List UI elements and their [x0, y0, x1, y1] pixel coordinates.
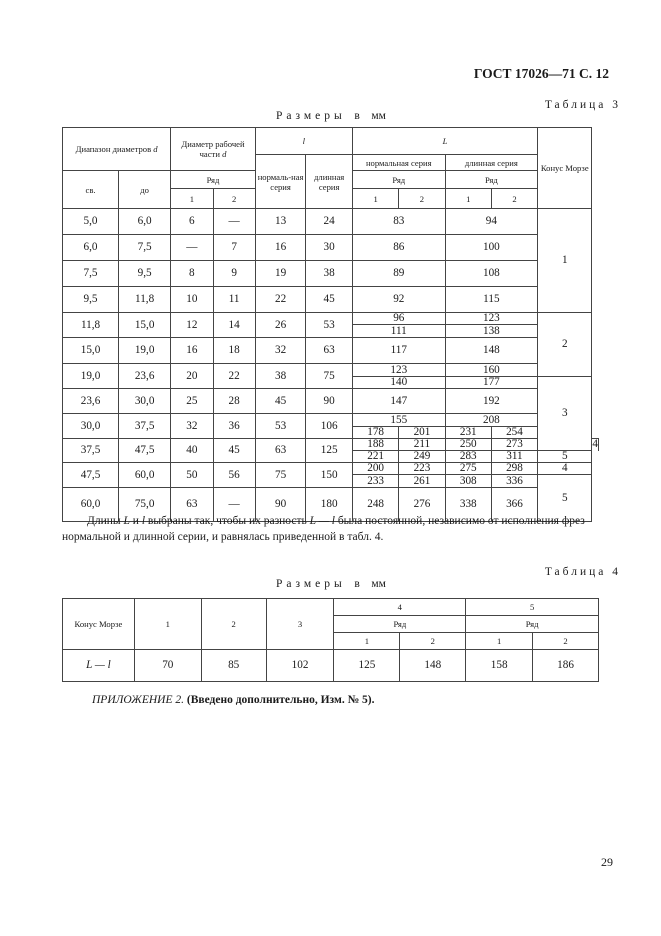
cell-cone: 1 — [538, 209, 592, 313]
cell-d1: 6 — [171, 209, 213, 235]
cell-from: 47,5 — [63, 463, 119, 488]
cell-d2: — — [213, 209, 255, 235]
cell-d2: 18 — [213, 338, 255, 364]
cell-d2: 9 — [213, 261, 255, 287]
units-in: в — [354, 110, 360, 122]
cell-cone: 5 — [538, 475, 592, 522]
hdr-working-diam: Диаметр рабочей части d — [171, 128, 256, 171]
cell-L-long-1: 250 — [445, 439, 491, 451]
table-row — [63, 389, 599, 414]
cell-L-normal: 96 — [352, 313, 445, 325]
cell-L-long-1: 231 — [445, 427, 491, 439]
cell-to: 7,5 — [119, 235, 171, 261]
cell-L-long-2: 254 — [491, 427, 537, 439]
cell-cone: 4 — [538, 463, 592, 475]
cell-cone: 5 — [538, 451, 592, 463]
hdr-l-small: l — [255, 128, 352, 155]
cell-L-normal-1: 188 — [352, 439, 398, 451]
para-text: выбраны так, чтобы их разность — [145, 515, 310, 527]
t4-hdr-ryad: Ряд — [334, 616, 466, 633]
t4-hdr-col: 1 — [134, 599, 201, 650]
cell-l-normal: 90 — [255, 488, 306, 522]
cell-L-long: 148 — [445, 338, 537, 364]
cell-from: 23,6 — [63, 389, 119, 414]
cell-to: 75,0 — [119, 488, 171, 522]
hdr-r1: 1 — [445, 189, 491, 209]
cell-l-long: 38 — [306, 261, 353, 287]
cell-to: 47,5 — [119, 439, 171, 463]
cell-d1: 25 — [171, 389, 213, 414]
t4-cell: 186 — [533, 650, 599, 682]
cell-L-normal: 147 — [352, 389, 445, 414]
cell-L-normal-2: 211 — [399, 439, 445, 451]
cell-d2: 22 — [213, 364, 255, 389]
cell-L-normal: 92 — [352, 287, 445, 313]
cell-L-long: 115 — [445, 287, 537, 313]
hdr-l-big: L — [352, 128, 537, 155]
t4-hdr-sub: 2 — [400, 633, 466, 650]
cell-to: 9,5 — [119, 261, 171, 287]
cell-to: 60,0 — [119, 463, 171, 488]
t4-hdr-ryad: Ряд — [466, 616, 599, 633]
cell-d2: 14 — [213, 313, 255, 338]
cell-d1: 16 — [171, 338, 213, 364]
table-row — [63, 235, 599, 261]
hdr-r1: 1 — [352, 189, 398, 209]
table3-units — [276, 110, 386, 122]
cell-d2: 45 — [213, 439, 255, 463]
hdr-from: св. — [63, 171, 119, 209]
t4-hdr-col: 5 — [466, 599, 599, 616]
hdr-cone: Конус Морзе — [538, 128, 592, 209]
cell-L-normal: 140 — [352, 377, 445, 389]
table4-units — [276, 578, 386, 590]
cell-L-normal-2: 276 — [399, 488, 445, 522]
cell-l-normal: 16 — [255, 235, 306, 261]
hdr-r1: 1 — [171, 189, 213, 209]
cell-from: 30,0 — [63, 414, 119, 439]
cell-l-normal: 13 — [255, 209, 306, 235]
cell-L-long: 138 — [445, 325, 537, 338]
cell-to: 19,0 — [119, 338, 171, 364]
cell-l-normal: 22 — [255, 287, 306, 313]
cell-to: 11,8 — [119, 287, 171, 313]
units-mm: мм — [371, 578, 386, 590]
hdr-normal-series: нормальная серия — [352, 155, 445, 171]
cell-l-long: 45 — [306, 287, 353, 313]
cell-L-normal: 86 — [352, 235, 445, 261]
t4-hdr-cone: Конус Морзе — [63, 599, 135, 650]
cell-l-long: 90 — [306, 389, 353, 414]
cell-L-normal: 123 — [352, 364, 445, 377]
cell-l-long: 106 — [306, 414, 353, 439]
hdr-ryad: Ряд — [352, 171, 445, 189]
table4 — [62, 598, 599, 682]
para-text: была постоянной, независимо от исполнения фрез нормальной и длинной серии, и равнялась приведенной в табл. 4. — [62, 515, 585, 543]
hdr-long-series: длинная серия — [445, 155, 537, 171]
cell-d1: 12 — [171, 313, 213, 338]
cell-L-long-1: 275 — [445, 463, 491, 475]
cell-to: 23,6 — [119, 364, 171, 389]
para-var-l: l — [141, 515, 146, 527]
para-text: Длины — [87, 515, 124, 527]
table3 — [62, 127, 599, 522]
hdr-r2: 2 — [399, 189, 445, 209]
cell-l-normal: 26 — [255, 313, 306, 338]
hdr-r2: 2 — [213, 189, 255, 209]
table-row — [63, 338, 599, 364]
cell-cone: 4 — [592, 438, 598, 451]
cell-L-normal-2: 223 — [399, 463, 445, 475]
hdr-ryad: Ряд — [445, 171, 537, 189]
cell-to: 6,0 — [119, 209, 171, 235]
t4-hdr-sub: 1 — [334, 633, 400, 650]
cell-from: 7,5 — [63, 261, 119, 287]
cell-L-long: 94 — [445, 209, 537, 235]
appendix-italic: ПРИЛОЖЕНИЕ 2. — [92, 694, 184, 706]
t4-cell: 85 — [201, 650, 266, 682]
t4-hdr-col: 3 — [266, 599, 334, 650]
cell-L-long-2: 298 — [491, 463, 537, 475]
units-word: Размеры — [276, 110, 346, 122]
cell-L-normal-2: 249 — [399, 451, 445, 463]
t4-cell: 148 — [400, 650, 466, 682]
cell-L-normal-1: 221 — [352, 451, 398, 463]
cell-L-normal-1: 178 — [352, 427, 398, 439]
cell-l-long: 180 — [306, 488, 353, 522]
cell-l-normal: 63 — [255, 439, 306, 463]
units-mm: мм — [371, 110, 386, 122]
table4-caption: Таблица 4 — [544, 566, 621, 578]
cell-d1: 63 — [171, 488, 213, 522]
cell-from: 37,5 — [63, 439, 119, 463]
cell-d2: 28 — [213, 389, 255, 414]
t4-hdr-col: 2 — [201, 599, 266, 650]
cell-L-normal: 155 — [352, 414, 445, 427]
table-row — [63, 463, 599, 475]
cell-to: 30,0 — [119, 389, 171, 414]
cell-l-normal: 32 — [255, 338, 306, 364]
hdr-long: длинная серия — [306, 155, 353, 209]
cell-from: 6,0 — [63, 235, 119, 261]
cell-cone: 3 — [538, 377, 592, 451]
cell-L-normal-2: 201 — [399, 427, 445, 439]
cell-L-long-2: 366 — [491, 488, 537, 522]
cell-L-long-1: 283 — [445, 451, 491, 463]
cell-d1: 40 — [171, 439, 213, 463]
hdr-to: до — [119, 171, 171, 209]
cell-d2: 7 — [213, 235, 255, 261]
cell-l-normal: 38 — [255, 364, 306, 389]
page-number: 29 — [601, 855, 613, 869]
cell-L-long-2: 273 — [491, 439, 537, 451]
cell-d1: 20 — [171, 364, 213, 389]
t4-cell: 70 — [134, 650, 201, 682]
cell-from: 19,0 — [63, 364, 119, 389]
cell-from: 5,0 — [63, 209, 119, 235]
cell-d1: 8 — [171, 261, 213, 287]
cell-d2: — — [213, 488, 255, 522]
units-word: Размеры — [276, 578, 346, 590]
table-row — [63, 364, 599, 377]
cell-L-normal-1: 233 — [352, 475, 398, 488]
cell-d2: 56 — [213, 463, 255, 488]
cell-l-normal: 75 — [255, 463, 306, 488]
cell-L-normal-1: 200 — [352, 463, 398, 475]
hdr-range: Диапазон диаметров d — [63, 128, 171, 171]
table-row — [63, 414, 599, 427]
cell-L-long: 123 — [445, 313, 537, 325]
table-row — [63, 650, 599, 682]
cell-l-long: 53 — [306, 313, 353, 338]
cell-L-long-2: 336 — [491, 475, 537, 488]
hdr-normal: нормаль-ная серия — [255, 155, 306, 209]
para-var-L: L — [123, 515, 130, 527]
table-row — [63, 439, 599, 451]
t4-hdr-sub: 1 — [466, 633, 533, 650]
cell-L-normal-1: 248 — [352, 488, 398, 522]
cell-l-long: 75 — [306, 364, 353, 389]
document-header: ГОСТ 17026—71 С. 12 — [473, 66, 609, 81]
cell-d2: 36 — [213, 414, 255, 439]
cell-L-long: 108 — [445, 261, 537, 287]
units-in: в — [354, 578, 360, 590]
table-row — [63, 261, 599, 287]
body-paragraph — [62, 513, 602, 545]
para-text: и — [129, 515, 142, 527]
cell-L-normal-2: 261 — [399, 475, 445, 488]
cell-d1: — — [171, 235, 213, 261]
appendix-bold: (Введено дополнительно, Изм. № 5). — [186, 694, 375, 706]
cell-L-long: 100 — [445, 235, 537, 261]
cell-L-normal: 117 — [352, 338, 445, 364]
t4-cell: 158 — [466, 650, 533, 682]
cell-to: 37,5 — [119, 414, 171, 439]
cell-L-long-1: 338 — [445, 488, 491, 522]
cell-d1: 32 — [171, 414, 213, 439]
cell-l-long: 24 — [306, 209, 353, 235]
table-row — [63, 209, 599, 235]
cell-d1: 50 — [171, 463, 213, 488]
cell-l-normal: 45 — [255, 389, 306, 414]
table-row — [63, 287, 599, 313]
table3-caption: Таблица 3 — [544, 99, 621, 111]
cell-L-normal: 83 — [352, 209, 445, 235]
cell-l-long: 150 — [306, 463, 353, 488]
cell-l-long: 30 — [306, 235, 353, 261]
cell-L-long-1: 308 — [445, 475, 491, 488]
cell-from: 15,0 — [63, 338, 119, 364]
t4-row-label: L — l — [63, 650, 135, 682]
cell-from: 9,5 — [63, 287, 119, 313]
t4-hdr-col: 4 — [334, 599, 466, 616]
para-var-diff: L — l — [309, 515, 335, 527]
cell-l-normal: 53 — [255, 414, 306, 439]
cell-cone: 2 — [538, 313, 592, 377]
cell-to: 15,0 — [119, 313, 171, 338]
t4-hdr-sub: 2 — [533, 633, 599, 650]
hdr-ryad: Ряд — [171, 171, 256, 189]
cell-L-long: 208 — [445, 414, 537, 427]
appendix-note — [92, 694, 374, 706]
t4-cell: 125 — [334, 650, 400, 682]
cell-l-normal: 19 — [255, 261, 306, 287]
cell-L-long: 192 — [445, 389, 537, 414]
cell-d1: 10 — [171, 287, 213, 313]
cell-L-normal: 111 — [352, 325, 445, 338]
hdr-r2: 2 — [491, 189, 537, 209]
cell-from: 11,8 — [63, 313, 119, 338]
cell-d2: 11 — [213, 287, 255, 313]
cell-L-long: 177 — [445, 377, 537, 389]
t4-cell: 102 — [266, 650, 334, 682]
cell-l-long: 63 — [306, 338, 353, 364]
cell-L-normal: 89 — [352, 261, 445, 287]
cell-l-long: 125 — [306, 439, 353, 463]
table-row — [63, 313, 599, 325]
cell-L-long: 160 — [445, 364, 537, 377]
cell-L-long-2: 311 — [491, 451, 537, 463]
cell-from: 60,0 — [63, 488, 119, 522]
